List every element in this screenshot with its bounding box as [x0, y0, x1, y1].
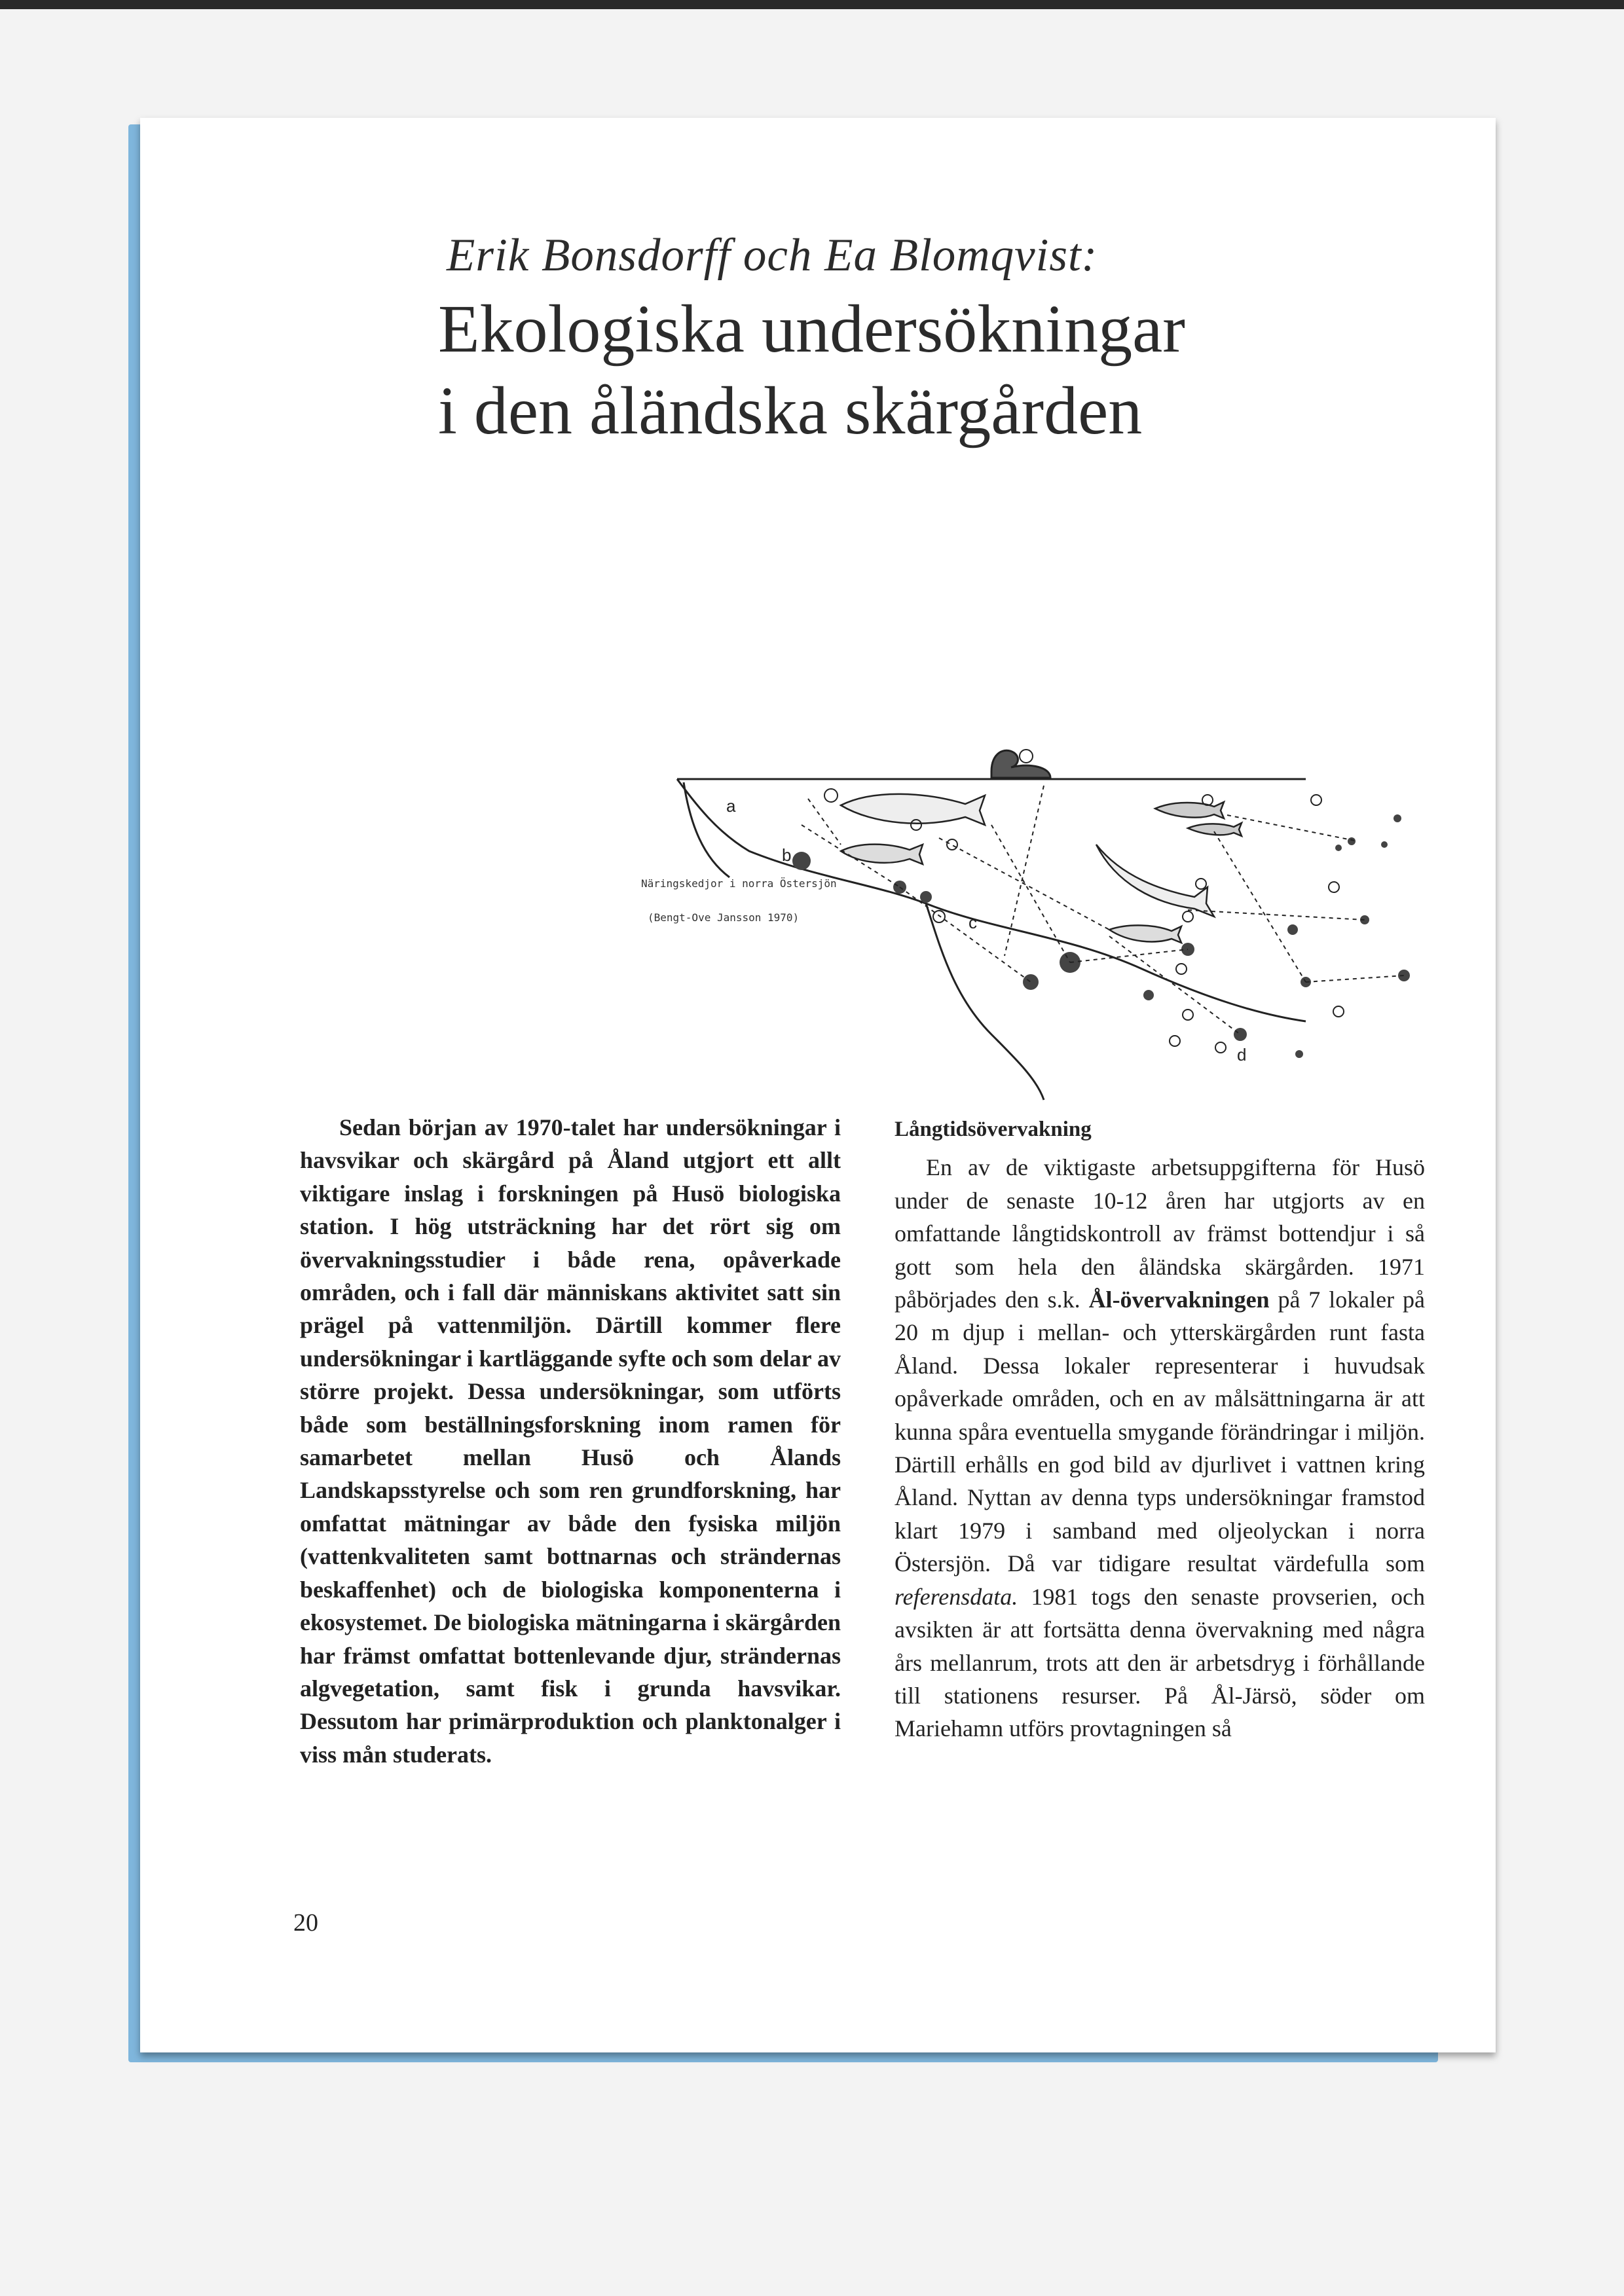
- figure-label-d: d: [1237, 1045, 1247, 1065]
- food-web-drawing: [533, 629, 1437, 1106]
- title-line-1: Ekologiska undersökningar: [438, 291, 1185, 367]
- section-heading: Långtidsövervakning: [895, 1118, 1092, 1141]
- figure-label-b: b: [782, 845, 792, 865]
- bold-term: Ål-övervakningen: [1088, 1286, 1270, 1313]
- section-paragraph: [895, 1151, 1425, 1745]
- title-line-2: i den åländska skärgården: [438, 373, 1143, 448]
- magazine-page: [140, 118, 1496, 2052]
- section-text-3: 1981 togs den senaste provserien, och avsikten är att fortsätta denna övervakning med några års mellanrum, trots att den är arbetsdryg i förhållande till stationens resurser. På Ål-Järsö, söder om Mariehamn utförs provtagningen så: [895, 1583, 1425, 1742]
- fish-icon: [841, 794, 1242, 943]
- scan-border: [0, 0, 1624, 9]
- article-title: [438, 288, 1460, 452]
- food-web-illustration: [533, 629, 1437, 1106]
- section-column: [895, 1113, 1425, 1745]
- bird-icon: [991, 750, 1050, 778]
- intro-paragraph: Sedan början av 1970-talet har undersökningar i havsvikar och skärgård på Åland utgjort ett allt viktigare inslag i forskningen på Husö biologiska station. I hög utsträckning har det rört sig om övervakningsstudier i både rena, opåverkade områden, och i fall där människans aktivitet satt sin prägel på vattenmiljön. Därtill kommer flere undersökningar i kartläggande syfte och som delar av större projekt. Dessa undersökningar, som utförts både som beställningsforskning inom ramen för samarbetet mellan Husö och Ålands Landskapsstyrelse och som ren grundforskning, har omfattat mätningar av både den fysiska miljön (vattenkvaliteten samt bottnarnas och strändernas beskaffenhet) och de biologiska komponenterna i ekosystemet. De biologiska mätningarna i skärgården har främst omfattat bottenlevande djur, strändernas algvegetation, samt fisk i grunda havsvikar. Dessutom har primärproduktion och planktonalger i viss mån studerats.: [300, 1114, 841, 1768]
- figure-label-c: c: [969, 913, 977, 932]
- food-web-arrows: [802, 786, 1404, 1034]
- figure-caption-line-1: Näringskedjor i norra Östersjön: [641, 877, 837, 890]
- figure-label-a: a: [726, 796, 736, 816]
- section-text-1: En av de viktigaste arbetsuppgifterna för Husö under de senaste 10-12 åren har utgjorts av en omfattande långtidskontroll av främst bottendjur i så gott som hela den åländska skärgården. 1971 påbörjades den s.k.: [895, 1154, 1425, 1313]
- figure-caption-line-2: (Bengt-Ove Jansson 1970): [648, 911, 800, 924]
- page-number: 20: [293, 1909, 318, 1937]
- section-text-2: på 7 lokaler på 20 m djup i mellan- och ytterskärgården runt fasta Åland. Dessa lokaler representerar i huvudsak opåverkade områden, och en av målsättningarna är att kunna spåra eventuella smygande förändringar i miljön. Därtill erhålls en god bild av djurlivet i vattnen kring Åland. Nyttan av denna typs undersökningar framstod klart 1979 i samband med oljeolyckan i norra Östersjön. Då var tidigare resultat värdefulla som: [895, 1286, 1425, 1577]
- italic-term: referensdata.: [895, 1583, 1018, 1610]
- article-authors: Erik Bonsdorff och Ea Blomqvist:: [447, 230, 1098, 281]
